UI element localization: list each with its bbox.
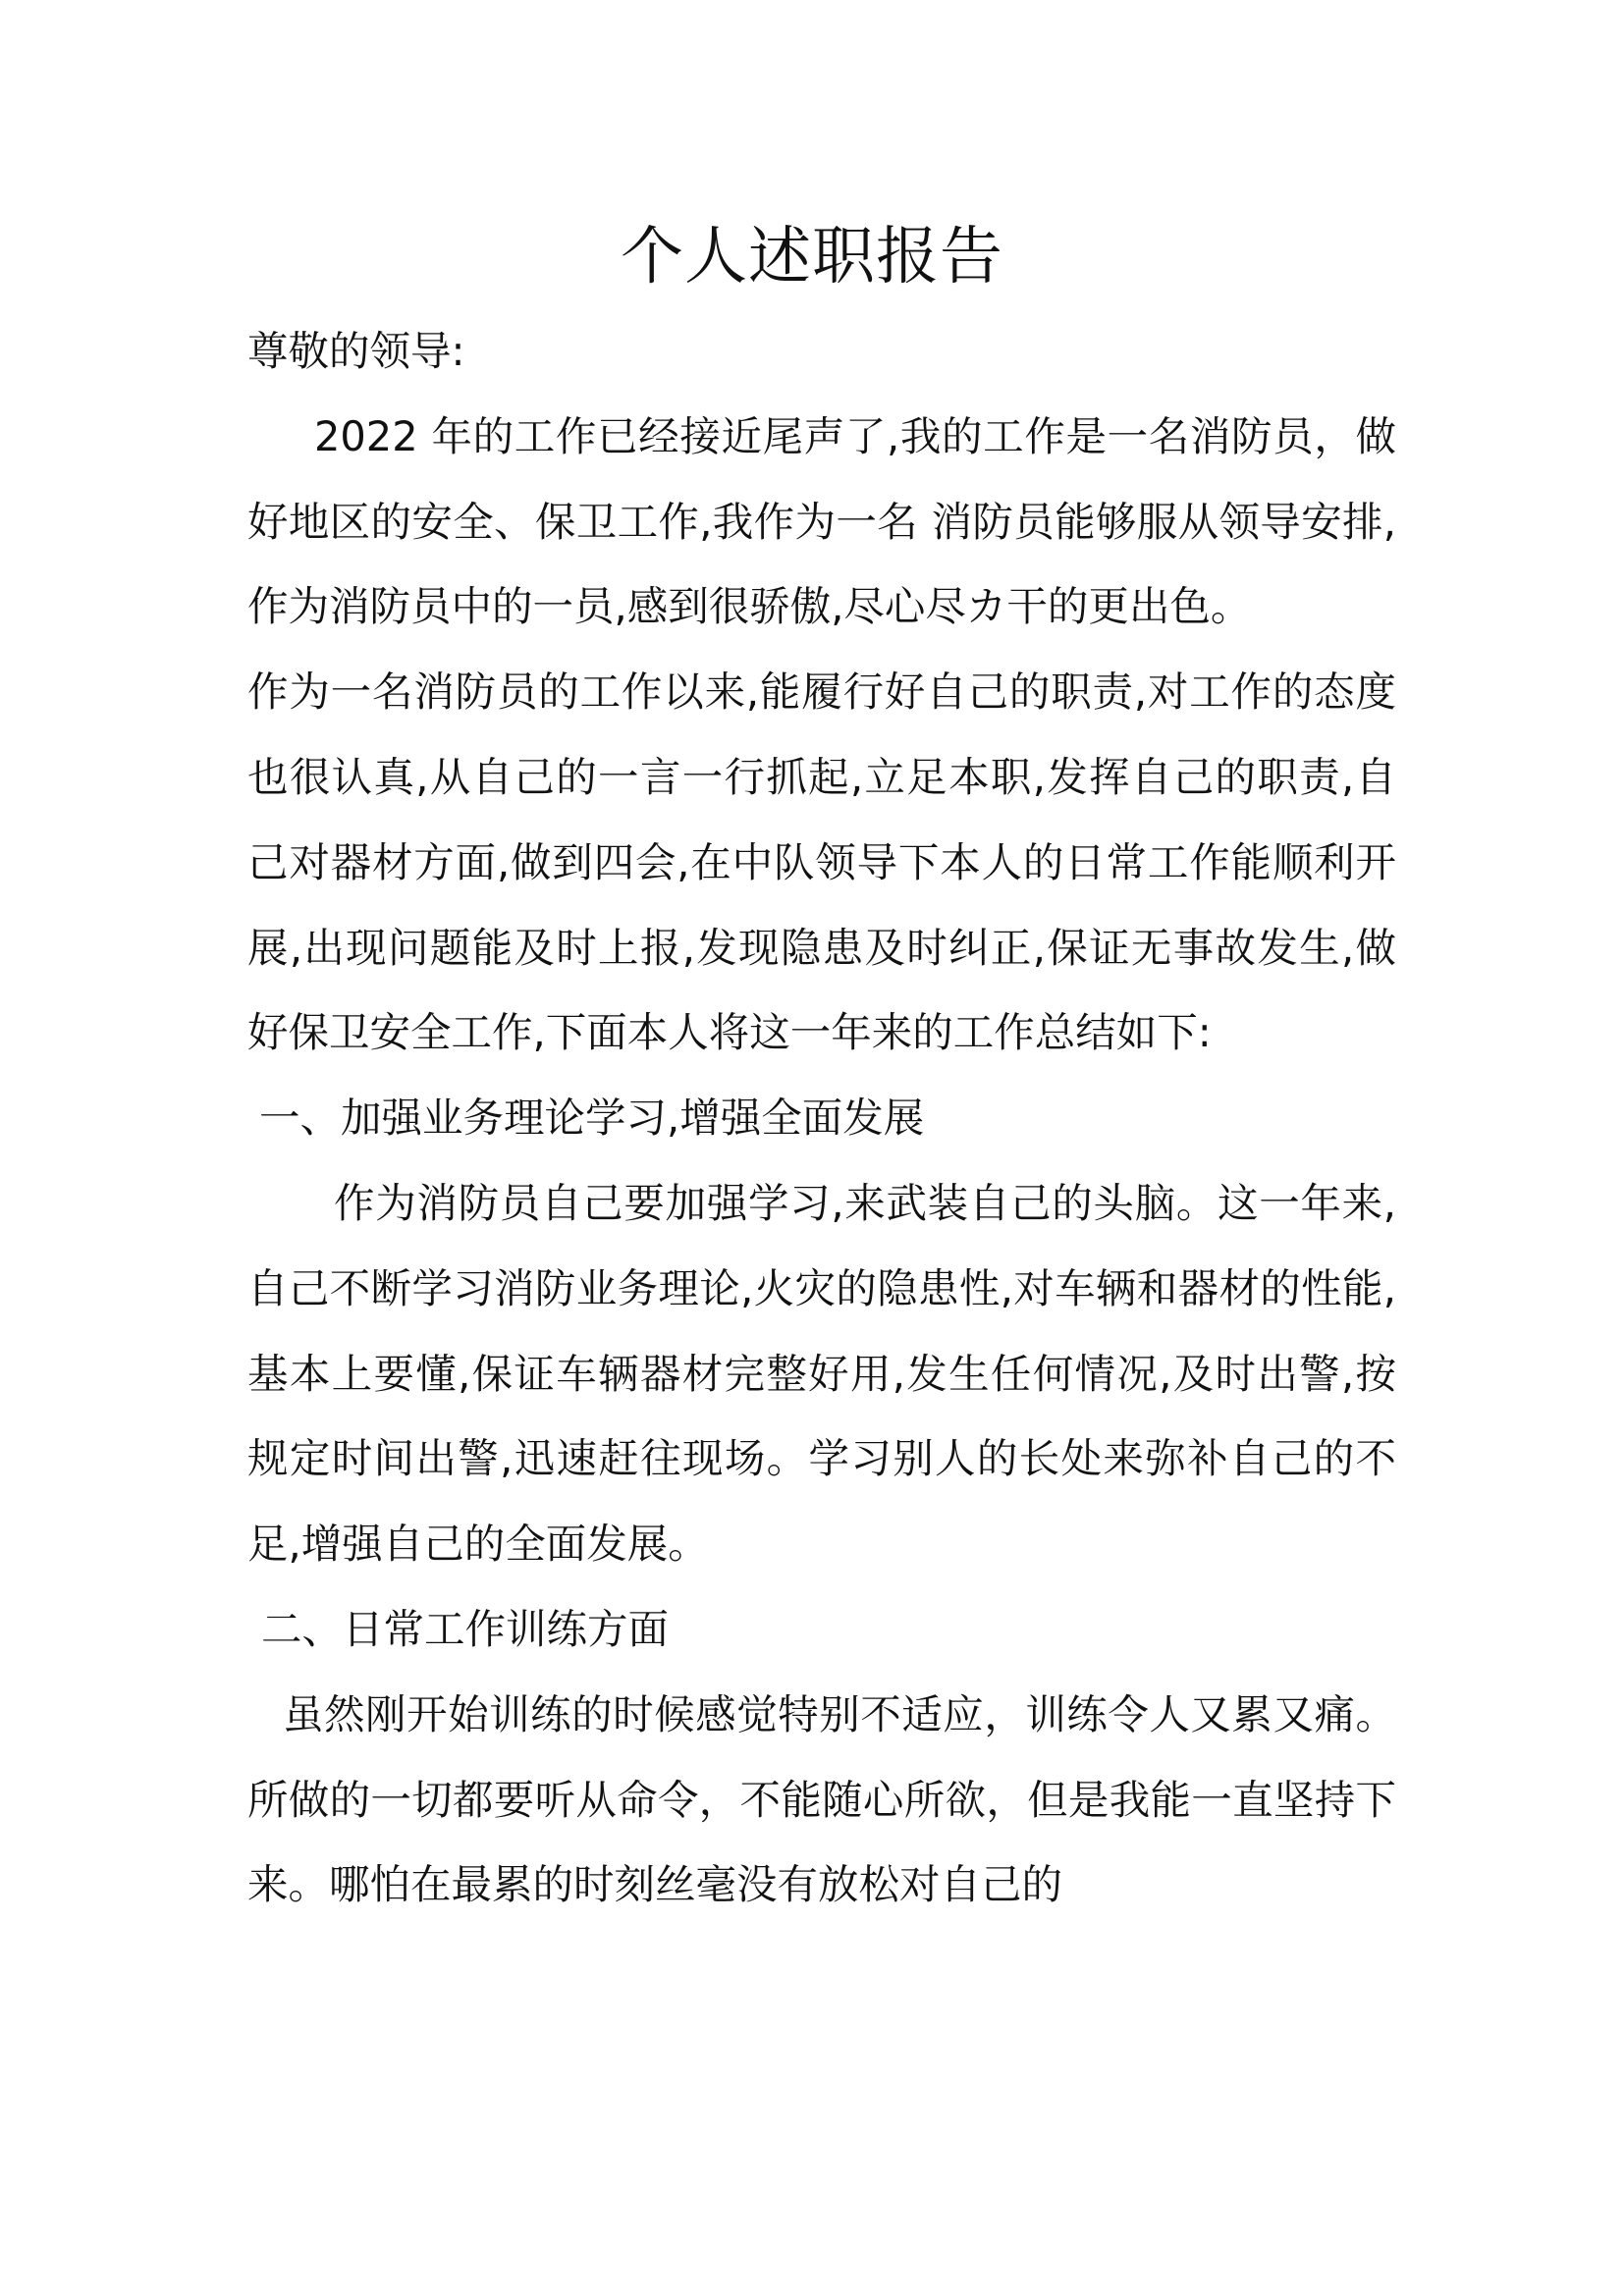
paragraph-overview: 作为一名消防员的工作以来,能履行好自己的职责,对工作的态度也很认真,从自己的一言一行抓起,立足本职,发挥自己的职责,自己对器材方面,做到四会,在中队领导下本人的日常工作能顺利开展,出现问题能及时上报,发现隐患及时纠正,保证无事故发生,做好保卫安全工作,下面本人将这一年来的工作总结如下: xyxy=(247,667,1396,1057)
salutation: 尊敬的领导: xyxy=(247,327,465,375)
section-heading-1: 一、加强业务理论学习,增强全面发展 xyxy=(259,1094,925,1143)
paragraph-training: 虽然刚开始训练的时候感觉特别不适应，训练令人又累又痛。所做的一切都要听从命令，不能随心所欲，但是我能一直坚持下来。哪怕在最累的时刻丝毫没有放松对自己的 xyxy=(247,1689,1396,1909)
paragraph-intro: 2022 年的工作已经接近尾声了,我的工作是一名消防员，做好地区的安全、保卫工作,我作为一名 消防员能够服从领导安排,作为消防员中的一员,感到很骄傲,尽心尽カ干的更出色。 xyxy=(247,411,1396,631)
paragraph-study: 作为消防员自己要加强学习,来武装自己的头脑。这一年来,自己不断学习消防业务理论,火灾的隐患性,对车辆和器材的性能,基本上要懂,保证车辆器材完整好用,发生任何情况,及时出警,按规定时间出警,迅速赶往现场。学习别人的长处来弥补自己的不足,增强自己的全面发展。 xyxy=(247,1178,1396,1569)
document-body xyxy=(247,309,1396,1928)
section-heading-2: 二、日常工作训练方面 xyxy=(261,1604,670,1653)
document-title: 个人述职报告 xyxy=(621,221,1003,294)
